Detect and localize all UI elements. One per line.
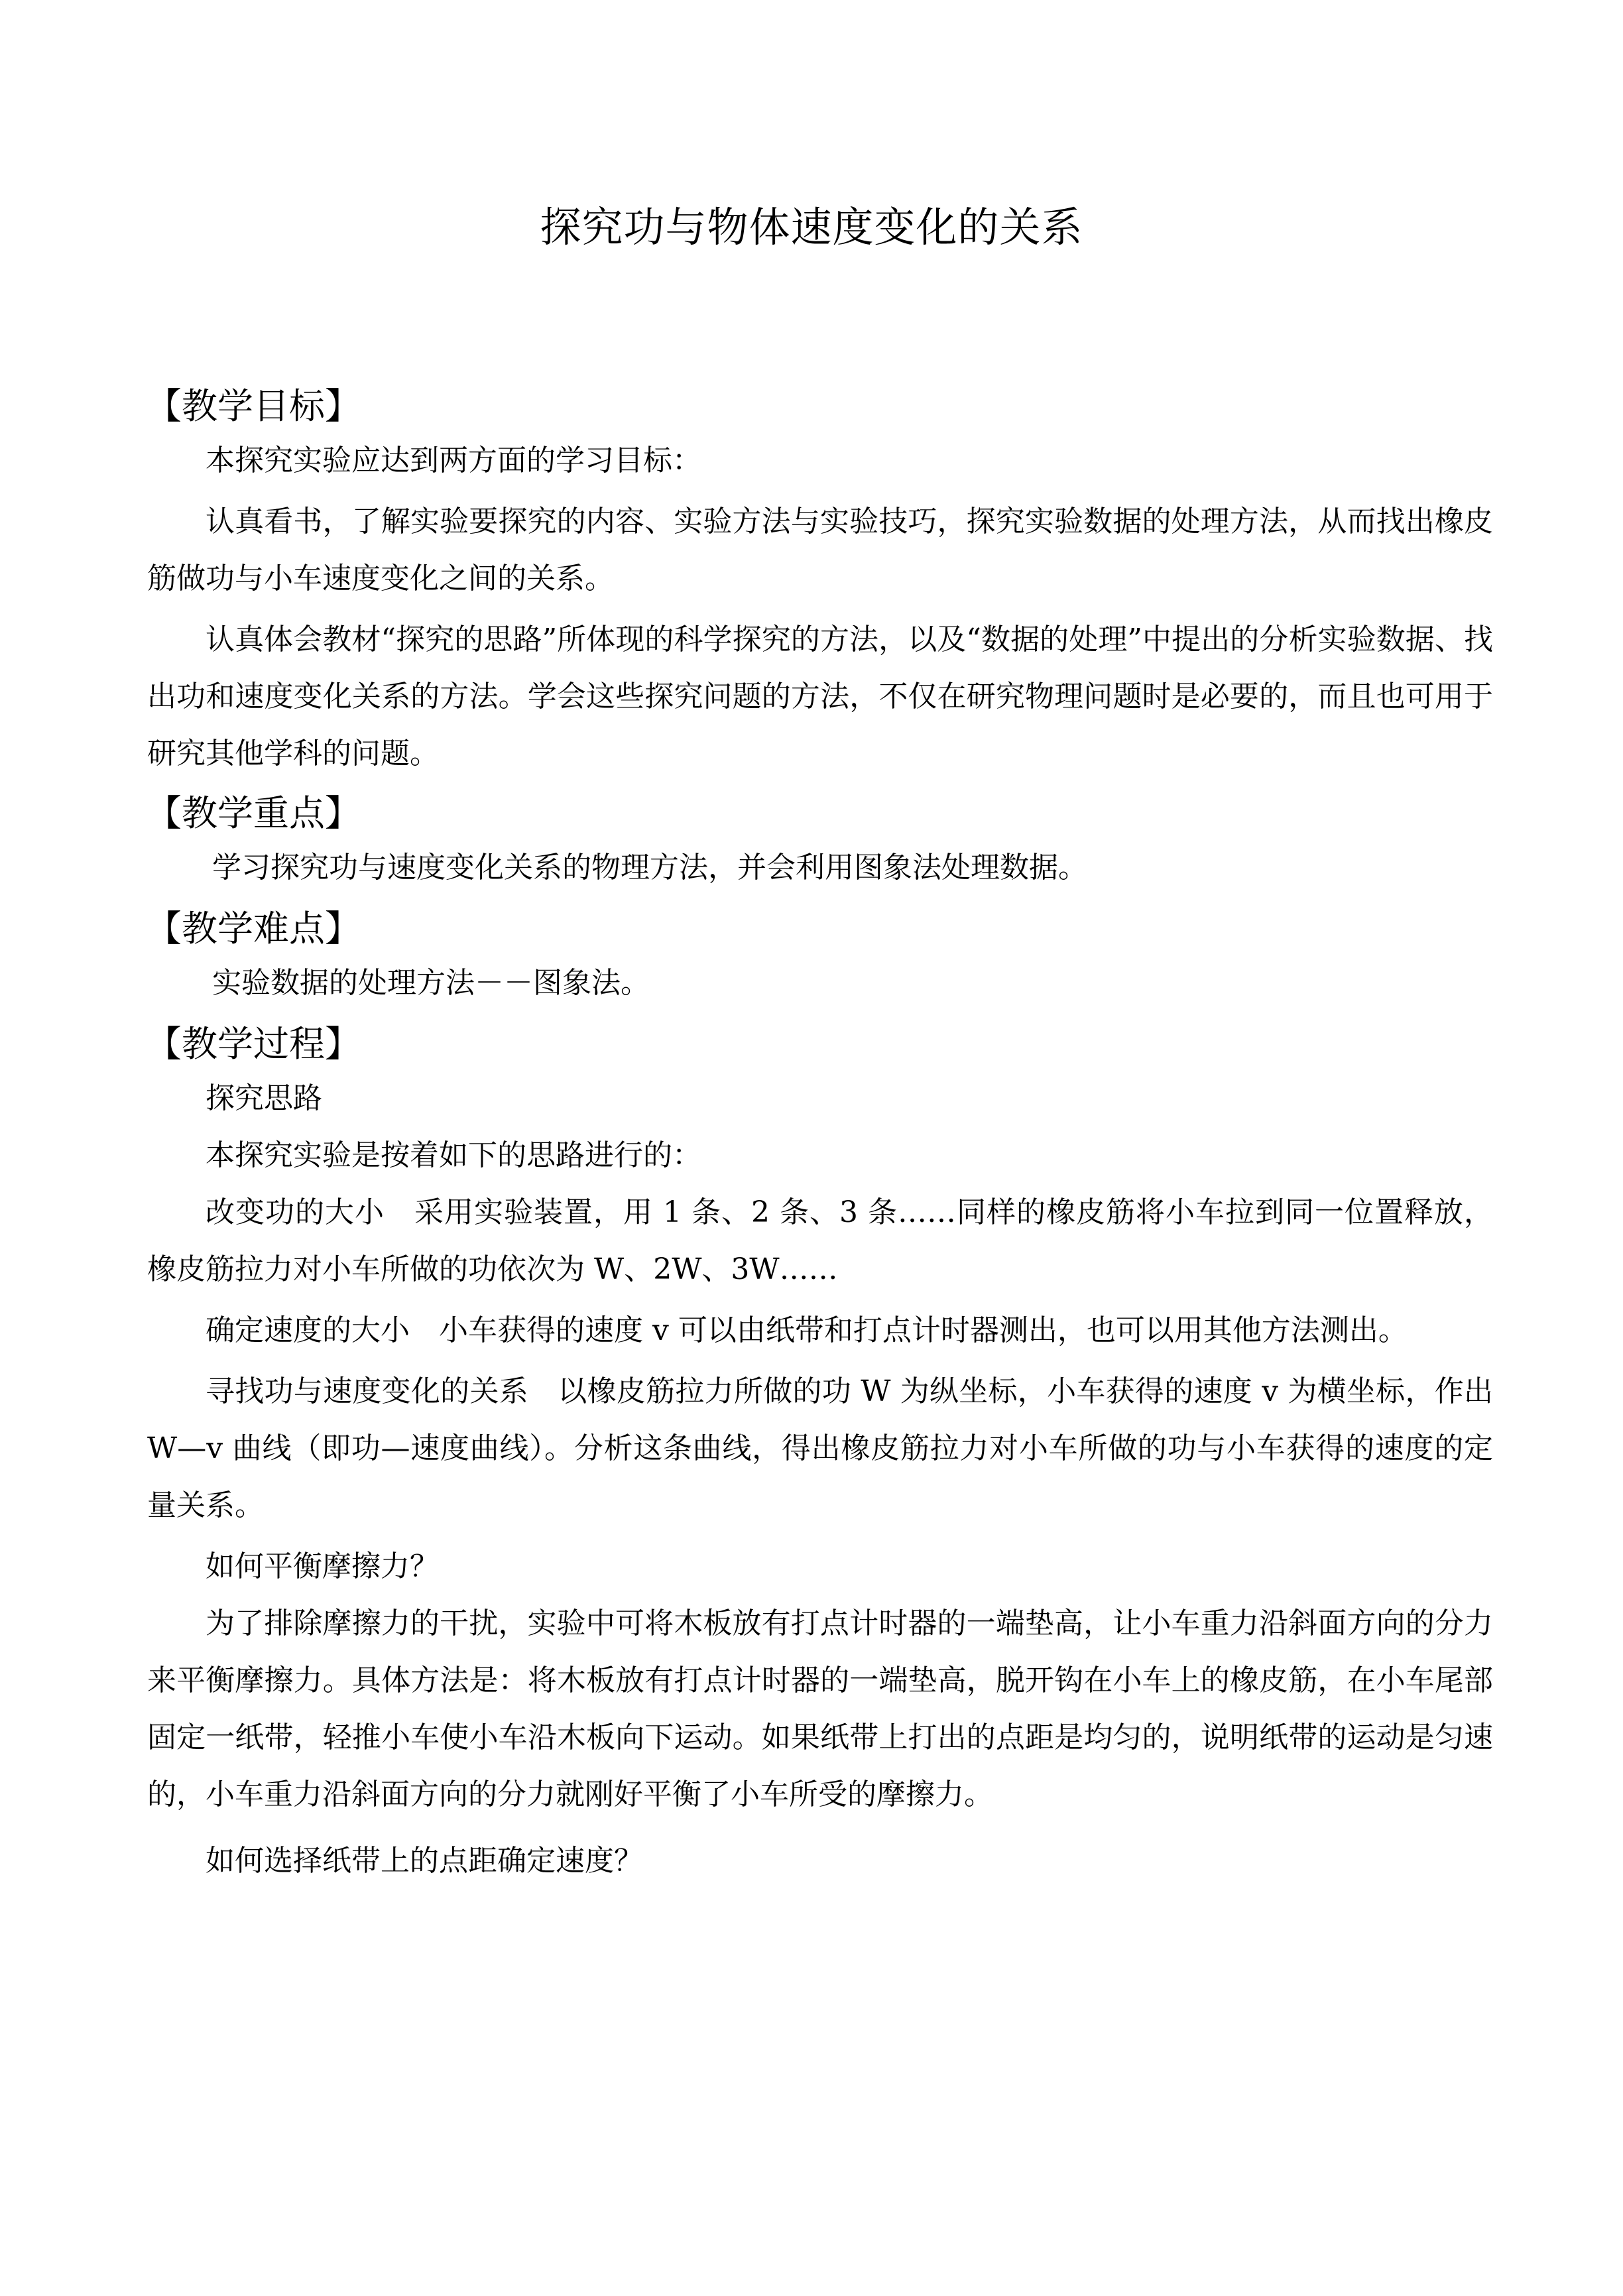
section-heading-difficulty: 【教学难点】 (146, 908, 361, 949)
section-heading-goal: 【教学目标】 (146, 385, 361, 427)
process-paragraph-7: 为了排除摩擦力的干扰，实验中可将木板放有打点计时器的一端垫高，让小车重力沿斜面方向的分力来平衡摩擦力。具体方法是：将木板放有打点计时器的一端垫高，脱开钩在小车上的橡皮筋，在小车尾部固定一纸带，轻推小车使小车沿木板向下运动。如果纸带上打出的点距是均匀的，说明纸带的运动是匀速的，小车重力沿斜面方向的分力就刚好平衡了小车所受的摩擦力。 (147, 1606, 1493, 1811)
goal-paragraph-1: 本探究实验应达到两方面的学习目标： (206, 444, 701, 477)
process-paragraph-4: 确定速度的大小 小车获得的速度 v 可以由纸带和打点计时器测出，也可以用其他方法测出。 (206, 1313, 1408, 1347)
goal-paragraph-3: 认真体会教材“探究的思路”所体现的科学探究的方法，以及“数据的处理”中提出的分析实验数据、找出功和速度变化关系的方法。学会这些探究问题的方法，不仅在研究物理问题时是必要的，而且也可用于研究其他学科的问题。 (147, 623, 1493, 770)
page-title: 探究功与物体速度变化的关系 (540, 203, 1083, 251)
section-heading-key-points: 【教学重点】 (146, 792, 361, 834)
process-paragraph-5: 寻找功与速度变化的关系 以橡皮筋拉力所做的功 W 为纵坐标，小车获得的速度 v 为横坐标，作出 W—v 曲线（即功—速度曲线）。分析这条曲线，得出橡皮筋拉力对小车所做的功与小车获得的速度的定量关系。 (147, 1374, 1493, 1522)
key-paragraph-1: 学习探究功与速度变化关系的物理方法，并会利用图象法处理数据。 (212, 851, 1087, 884)
process-paragraph-3: 改变功的大小 采用实验装置，用 1 条、2 条、3 条……同样的橡皮筋将小车拉到同一位置释放，橡皮筋拉力对小车所做的功依次为 W、2W、3W…… (147, 1195, 1493, 1286)
section-heading-process: 【教学过程】 (146, 1023, 361, 1065)
process-paragraph-8: 如何选择纸带上的点距确定速度？ (206, 1844, 643, 1878)
goal-paragraph-2: 认真看书，了解实验要探究的内容、实验方法与实验技巧，探究实验数据的处理方法，从而找出橡皮筋做功与小车速度变化之间的关系。 (147, 505, 1493, 595)
process-paragraph-1: 探究思路 (206, 1081, 322, 1115)
document-body (147, 370, 1493, 1890)
process-paragraph-2: 本探究实验是按着如下的思路进行的： (206, 1138, 701, 1172)
difficulty-paragraph-1: 实验数据的处理方法－－图象法。 (212, 966, 650, 1000)
process-paragraph-6: 如何平衡摩擦力？ (206, 1549, 439, 1583)
